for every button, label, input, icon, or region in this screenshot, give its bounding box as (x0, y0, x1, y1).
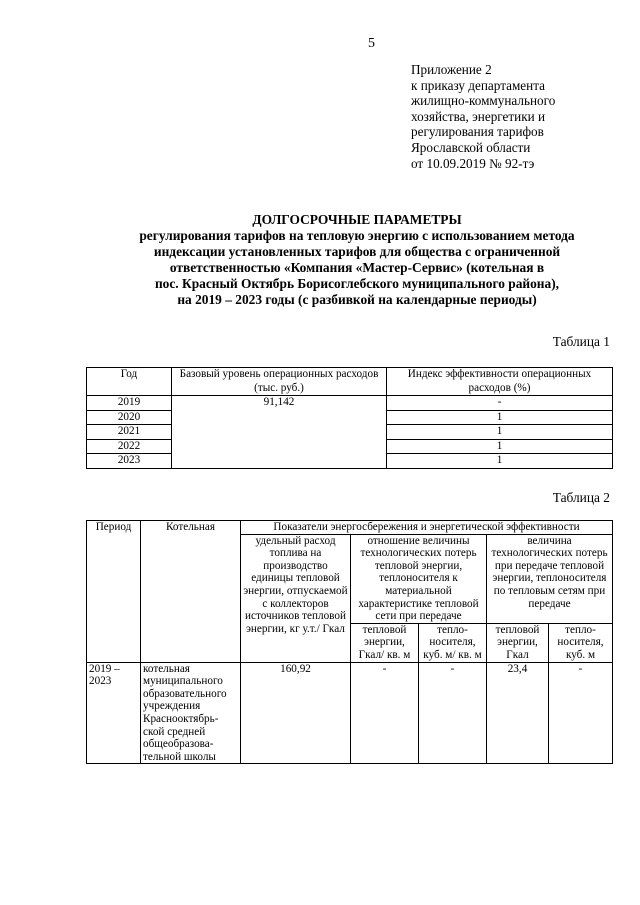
index-cell: 1 (387, 425, 613, 440)
loss-energy-cell: 23,4 (487, 662, 549, 764)
appendix-block (411, 62, 555, 171)
year-cell: 2020 (87, 410, 172, 425)
header-losses: величина технологических потерь при передаче тепловой энергии, теплоносителя по тепловым сетям при передаче (487, 534, 613, 623)
title-line: пос. Красный Октябрь Борисоглебского муниципального района), (154, 276, 560, 291)
header-base-level: Базовый уровень операционных расходов (тыс. руб.) (172, 368, 387, 396)
fuel-rate-cell: 160,92 (241, 662, 351, 764)
title-line: на 2019 – 2023 годы (с разбивкой на календарные периоды) (177, 292, 537, 307)
table-header-row (87, 521, 613, 535)
header-period: Период (87, 521, 141, 663)
page-number: 5 (368, 36, 375, 51)
header-ratio-energy: тепловой энергии, Гкал/ кв. м (351, 623, 419, 662)
year-cell: 2023 (87, 454, 172, 469)
title-line: регулирования тарифов на тепловую энергию с использованием метода (139, 228, 575, 243)
appendix-line: Ярославской области (411, 139, 531, 155)
base-level-cell: 91,142 (172, 396, 387, 469)
table1 (86, 367, 613, 469)
year-cell: 2021 (87, 425, 172, 440)
appendix-line: к приказу департамента (411, 77, 545, 93)
document-title (80, 212, 634, 308)
header-efficiency-index: Индекс эффективности операционных расходов (%) (387, 368, 613, 396)
appendix-line: от 10.09.2019 № 92-тэ (411, 155, 535, 171)
table2 (86, 520, 613, 764)
table1-caption: Таблица 1 (552, 334, 610, 349)
appendix-line: Приложение 2 (411, 62, 492, 77)
ratio-energy-cell: - (351, 662, 419, 764)
table-row (87, 662, 613, 764)
index-cell: - (387, 396, 613, 411)
title-line: индексации установленных тарифов для общества с ограниченной (153, 244, 561, 259)
appendix-line: хозяйства, энергетики и (411, 108, 546, 124)
header-loss-ratio: отношение величины технологических потерь тепловой энергии, теплоносителя к материальной характеристике тепловой сети при передаче (351, 534, 487, 623)
loss-carrier-cell: - (549, 662, 613, 764)
table-row (87, 396, 613, 411)
index-cell: 1 (387, 439, 613, 454)
index-cell: 1 (387, 410, 613, 425)
header-loss-carrier: тепло-носителя, куб. м (549, 623, 613, 662)
appendix-line: жилищно-коммунального (411, 93, 556, 109)
year-cell: 2022 (87, 439, 172, 454)
ratio-carrier-cell: - (419, 662, 487, 764)
index-cell: 1 (387, 454, 613, 469)
appendix-line: регулирования тарифов (411, 124, 544, 140)
header-boiler: Котельная (141, 521, 241, 663)
year-cell: 2019 (87, 396, 172, 411)
header-fuel-rate: удельный расход топлива на производство единицы тепловой энергии, отпускаемой с коллекторов источников тепловой энергии, кг у.т./ Гкал (241, 534, 351, 662)
header-loss-energy: тепловой энергии, Гкал (487, 623, 549, 662)
period-cell: 2019 – 2023 (87, 662, 141, 764)
table-header-row (87, 368, 613, 396)
boiler-cell: котельная муниципального образовательного учреждения Краснооктябрь-ской средней общеобразова-тельной школы (141, 662, 241, 764)
header-ratio-carrier: тепло-носителя, куб. м/ кв. м (419, 623, 487, 662)
header-indicators: Показатели энергосбережения и энергетической эффективности (241, 521, 613, 535)
title-line: ответственностью «Компания «Мастер-Сервис» (котельная в (169, 260, 545, 275)
table2-caption: Таблица 2 (552, 490, 610, 505)
header-year: Год (87, 368, 172, 396)
title-heading: ДОЛГОСРОЧНЫЕ ПАРАМЕТРЫ (252, 212, 462, 227)
